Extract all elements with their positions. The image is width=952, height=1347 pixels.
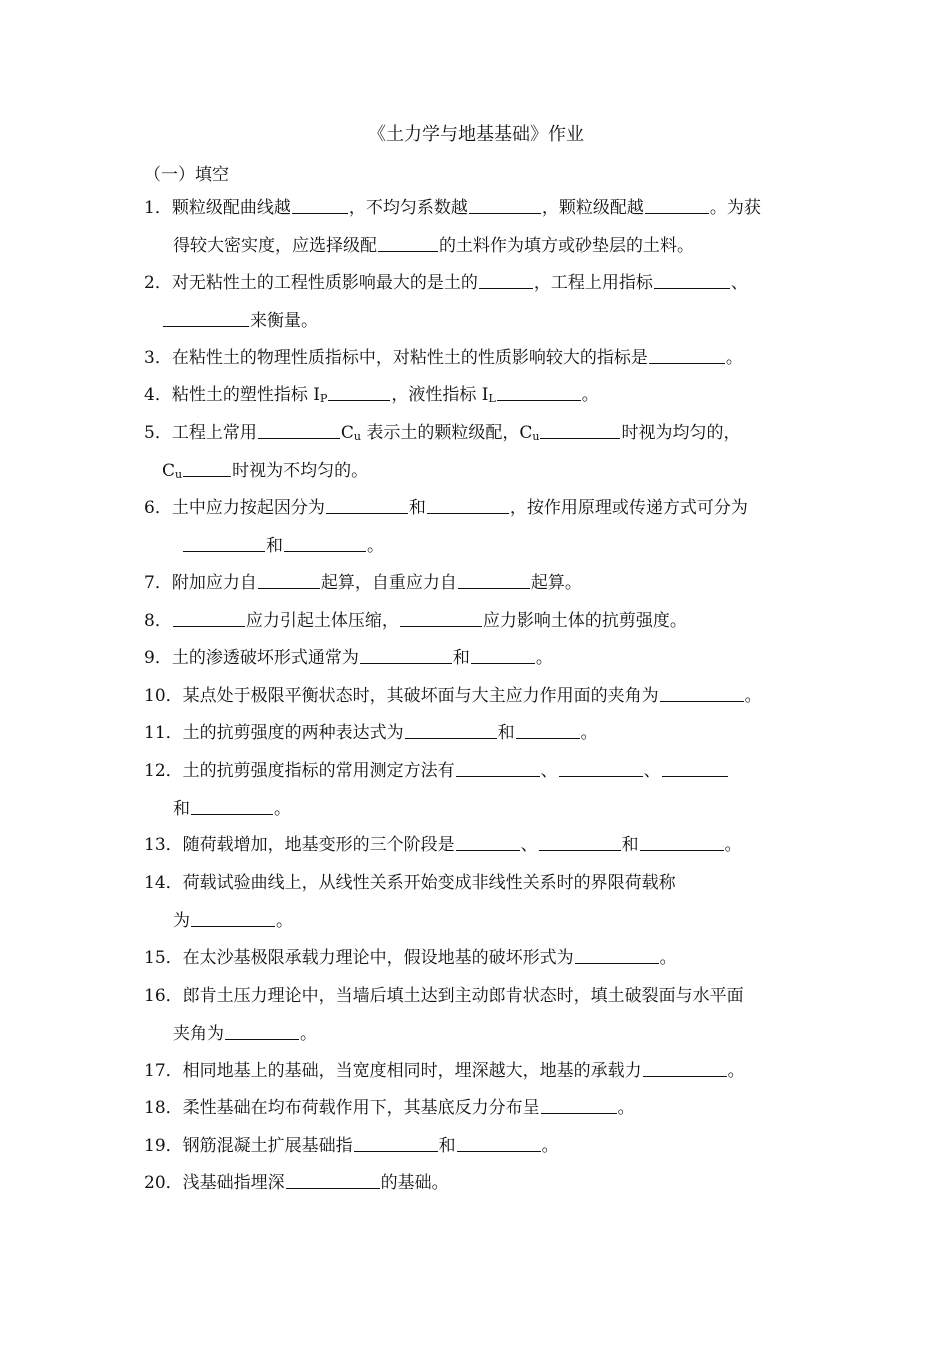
question-text: 应力影响土体的抗剪强度。 (482, 611, 687, 631)
question-text: ，按作用原理或传递方式可分为 (509, 498, 748, 518)
question-text: 随荷载增加，地基变形的三个阶段是 (182, 835, 455, 855)
question-number: 12． (144, 761, 183, 781)
blank[interactable] (539, 832, 621, 851)
question-text: 土的渗透破坏形式通常为 (171, 648, 359, 668)
question-number: 16． (144, 986, 183, 1006)
question-text: 、 (540, 761, 558, 781)
question-number: 7． (144, 573, 172, 593)
blank[interactable] (173, 608, 245, 627)
question-6 (144, 490, 824, 565)
question-number: 13． (144, 835, 183, 855)
blank[interactable] (643, 1058, 727, 1077)
blank[interactable] (225, 1021, 299, 1040)
blank[interactable] (191, 796, 273, 815)
section-heading: （一）填空 (144, 165, 229, 185)
blank[interactable] (541, 1095, 617, 1114)
question-text: 的基础。 (380, 1173, 449, 1193)
question-text: 。 (581, 385, 599, 405)
question-line (144, 827, 824, 865)
blank[interactable] (575, 945, 659, 964)
question-line (144, 603, 824, 641)
question-text: 和 (621, 835, 639, 855)
question-text: 某点处于极限平衡状态时，其破坏面与大主应力作用面的夹角为 (182, 686, 659, 706)
question-text: C (340, 423, 354, 443)
question-text: 在太沙基极限承载力理论中，假设地基的破坏形式为 (182, 948, 574, 968)
question-text: 。 (725, 348, 743, 368)
question-4 (144, 377, 824, 415)
question-line (144, 940, 824, 978)
blank[interactable] (328, 382, 390, 401)
question-text: 钢筋混凝土扩展基础指 (182, 1136, 353, 1156)
question-text: 土的抗剪强度的两种表达式为 (182, 723, 404, 743)
question-number: 9． (144, 648, 172, 668)
subscript: u (175, 467, 183, 481)
question-1 (144, 190, 824, 265)
blank[interactable] (456, 832, 520, 851)
blank[interactable] (559, 758, 643, 777)
subscript: L (488, 392, 496, 405)
question-text: C (162, 460, 176, 481)
question-text: 和 (438, 1136, 456, 1156)
question-line (144, 190, 824, 228)
question-text: 。 (744, 686, 762, 706)
question-12 (144, 753, 824, 828)
question-text: 。 (659, 948, 677, 968)
question-line (144, 415, 824, 453)
question-number: 11． (144, 723, 183, 743)
question-7 (144, 565, 824, 603)
question-text: 。 (300, 1023, 317, 1044)
question-line (144, 753, 824, 791)
question-13 (144, 827, 824, 865)
question-text: 。 (727, 1061, 745, 1081)
question-text: 得较大密实度，应选择级配 (173, 235, 377, 256)
question-5 (144, 415, 824, 490)
question-line (144, 453, 824, 491)
question-text: 。为获 (709, 198, 761, 218)
question-text: 。 (274, 798, 291, 819)
question-18 (144, 1090, 824, 1128)
blank[interactable] (457, 1133, 541, 1152)
question-line (144, 303, 824, 341)
blank[interactable] (540, 420, 620, 439)
question-text: 。 (276, 910, 293, 931)
question-line (144, 1016, 824, 1054)
blank[interactable] (400, 608, 482, 627)
blank[interactable] (654, 270, 730, 289)
question-text: 表示土的颗粒级配，C (360, 423, 533, 443)
question-number: 1． (144, 198, 172, 218)
question-text: 附加应力自 (171, 573, 257, 593)
question-text: ，液性指标 I (391, 385, 489, 405)
blank[interactable] (649, 345, 725, 364)
question-number: 14． (144, 873, 183, 893)
blank[interactable] (471, 645, 535, 664)
question-text: 和 (266, 535, 283, 556)
blank[interactable] (405, 720, 497, 739)
blank[interactable] (516, 720, 580, 739)
question-3 (144, 340, 824, 378)
blank[interactable] (292, 195, 348, 214)
question-19 (144, 1128, 824, 1166)
question-text: 相同地基上的基础，当宽度相同时，埋深越大，地基的承载力 (182, 1061, 642, 1081)
question-text: 时视为不均匀的。 (232, 460, 369, 481)
question-text: 、 (730, 273, 748, 293)
question-text: 。 (617, 1098, 635, 1118)
question-2 (144, 265, 824, 340)
question-text: 。 (367, 535, 384, 556)
question-line (144, 978, 824, 1016)
blank[interactable] (640, 832, 724, 851)
blank[interactable] (183, 458, 231, 477)
question-line (144, 528, 824, 566)
question-line (144, 865, 824, 903)
question-text: 的土料作为填方或砂垫层的土料。 (439, 235, 694, 256)
question-text: 夹角为 (173, 1023, 224, 1044)
question-text: 郎肯土压力理论中，当墙后填土达到主动郎肯状态时，填土破裂面与水平面 (182, 986, 744, 1006)
blank[interactable] (479, 270, 533, 289)
question-text: ，工程上用指标 (533, 273, 653, 293)
question-text: 对无粘性土的工程性质影响最大的是土的 (171, 273, 478, 293)
question-17 (144, 1053, 824, 1091)
question-text: 荷载试验曲线上，从线性关系开始变成非线性关系时的界限荷载称 (182, 873, 676, 893)
blank[interactable] (662, 758, 728, 777)
question-line (144, 791, 824, 829)
question-line (144, 903, 824, 941)
subscript: u (532, 430, 540, 443)
question-text: 。 (580, 723, 598, 743)
question-number: 20． (144, 1173, 183, 1193)
blank[interactable] (378, 233, 438, 252)
blank[interactable] (284, 533, 366, 552)
question-number: 2． (144, 273, 172, 293)
blank[interactable] (183, 533, 265, 552)
question-number: 19． (144, 1136, 183, 1156)
question-number: 6． (144, 498, 172, 518)
blank[interactable] (286, 1170, 380, 1189)
question-number: 18． (144, 1098, 183, 1118)
question-text: 起算，自重应力自 (320, 573, 457, 593)
question-line (144, 565, 824, 603)
question-text: 土的抗剪强度指标的常用测定方法有 (182, 761, 455, 781)
question-line (144, 1165, 824, 1203)
blank[interactable] (354, 1133, 438, 1152)
question-line (144, 228, 824, 266)
question-text: 柔性基础在均布荷载作用下，其基底反力分布呈 (182, 1098, 540, 1118)
question-text: 为 (173, 910, 190, 931)
question-line (144, 640, 824, 678)
question-text: 和 (173, 798, 190, 819)
question-text: 和 (408, 498, 426, 518)
subscript: u (353, 430, 361, 443)
question-line (144, 678, 824, 716)
blank[interactable] (427, 495, 509, 514)
question-number: 4． (144, 385, 172, 405)
blank[interactable] (163, 308, 249, 327)
blank[interactable] (258, 420, 340, 439)
question-line (144, 715, 824, 753)
blank[interactable] (497, 382, 581, 401)
question-text: 浅基础指埋深 (182, 1173, 285, 1193)
question-line (144, 1090, 824, 1128)
question-text: 在粘性土的物理性质指标中，对粘性土的性质影响较大的指标是 (171, 348, 648, 368)
question-text: 和 (497, 723, 515, 743)
question-text: 工程上常用 (171, 423, 257, 443)
question-number: 8． (144, 611, 172, 631)
question-text: 颗粒级配曲线越 (171, 198, 291, 218)
question-15 (144, 940, 824, 978)
question-number: 3． (144, 348, 172, 368)
question-text: 粘性土的塑性指标 I (171, 385, 320, 405)
document-title: 《土力学与地基基础》作业 (368, 124, 584, 145)
question-10 (144, 678, 824, 716)
blank[interactable] (360, 645, 452, 664)
question-text: 时视为均匀的， (621, 423, 741, 443)
question-line (144, 1128, 824, 1166)
question-text: 、 (520, 835, 538, 855)
question-text: 、 (643, 761, 661, 781)
question-number: 5． (144, 423, 172, 443)
question-16 (144, 978, 824, 1053)
question-text: 和 (452, 648, 470, 668)
question-20 (144, 1165, 824, 1203)
question-11 (144, 715, 824, 753)
blank[interactable] (456, 758, 540, 777)
question-number: 17． (144, 1061, 183, 1081)
blank[interactable] (191, 908, 275, 927)
question-line (144, 1053, 824, 1091)
question-text: 。 (535, 648, 553, 668)
question-8 (144, 603, 824, 641)
question-line (144, 340, 824, 378)
question-text: 。 (541, 1136, 559, 1156)
blank[interactable] (660, 683, 744, 702)
question-text: 。 (724, 835, 742, 855)
question-number: 10． (144, 686, 183, 706)
blank[interactable] (258, 570, 320, 589)
question-line (144, 265, 824, 303)
subscript: P (319, 392, 328, 405)
question-text: 来衡量。 (250, 310, 318, 331)
question-9 (144, 640, 824, 678)
question-text: ，颗粒级配越 (541, 198, 644, 218)
blank[interactable] (326, 495, 408, 514)
question-line (144, 377, 824, 415)
question-text: 起算。 (530, 573, 582, 593)
question-14 (144, 865, 824, 940)
question-text: 土中应力按起因分为 (171, 498, 325, 518)
blank[interactable] (469, 195, 541, 214)
question-number: 15． (144, 948, 183, 968)
question-line (144, 490, 824, 528)
blank[interactable] (458, 570, 530, 589)
blank[interactable] (645, 195, 709, 214)
question-text: 应力引起土体压缩， (245, 611, 399, 631)
question-text: ，不均匀系数越 (348, 198, 468, 218)
